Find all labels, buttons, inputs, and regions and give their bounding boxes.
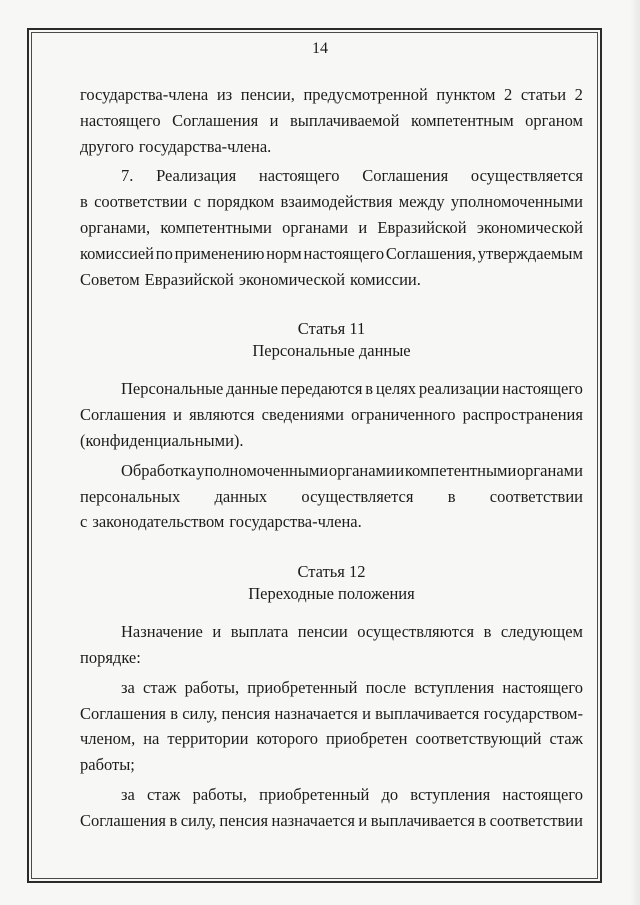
word: в <box>170 703 179 723</box>
word: и <box>395 460 405 480</box>
word: на <box>143 729 160 749</box>
word: уполномоченными <box>450 192 583 212</box>
word: силу, <box>182 703 218 723</box>
text-line <box>80 134 583 160</box>
word: государства-члена. <box>229 512 362 532</box>
word: утверждаемым <box>477 243 583 263</box>
text-line <box>80 376 583 402</box>
word: компетентными <box>160 217 272 237</box>
text-line <box>80 619 583 645</box>
paragraph-gap <box>80 834 583 838</box>
word: работы, <box>192 784 247 804</box>
word: приобретенный <box>247 677 358 697</box>
word: выплата <box>230 622 289 642</box>
word: компетентными <box>404 460 517 480</box>
text-line <box>80 267 583 293</box>
word: органами <box>282 217 349 237</box>
word: пенсия <box>219 810 269 830</box>
article-12-paragraph-3 <box>80 782 583 838</box>
word: порядком <box>207 192 275 212</box>
word: и <box>362 703 371 723</box>
word: выплачивается <box>375 703 480 723</box>
word: и <box>358 810 368 830</box>
word: распространения <box>462 405 583 425</box>
word: за <box>121 677 135 697</box>
word: порядке: <box>80 647 141 667</box>
text-line <box>80 726 583 752</box>
word: до <box>381 784 399 804</box>
word: Соглашения <box>80 810 167 830</box>
word: в <box>169 810 178 830</box>
paragraph-gap <box>80 292 583 296</box>
document-body <box>80 82 583 838</box>
word: 2 <box>574 85 583 104</box>
text-line <box>80 752 583 778</box>
word: Соглашения <box>172 110 259 130</box>
word: стаж <box>146 784 181 804</box>
word: применению <box>174 243 265 263</box>
word: с <box>193 192 201 212</box>
word: вступления <box>410 784 491 804</box>
word: осуществляется <box>470 166 583 186</box>
paragraph-continuation <box>80 82 583 163</box>
word: настоящего <box>258 166 340 186</box>
text-line <box>80 402 583 428</box>
word: Соглашения <box>80 703 167 723</box>
word: Соглашения, <box>385 243 477 263</box>
word: между <box>398 192 445 212</box>
word: настоящего <box>502 784 583 804</box>
article-12-heading <box>80 561 583 605</box>
word: стаж <box>143 677 177 697</box>
text-line <box>80 701 583 727</box>
word: вступления <box>414 677 495 697</box>
word: компетентным <box>411 110 514 130</box>
text-line <box>80 458 583 484</box>
word: 2 <box>504 85 513 104</box>
word: являются <box>189 405 255 425</box>
word: Соглашения <box>362 166 449 186</box>
word: за <box>121 784 135 804</box>
article-11-title: Персональные данные <box>252 341 411 361</box>
scan-edge-shadow <box>630 0 640 905</box>
word: другого <box>80 136 134 156</box>
word: законодательством <box>92 512 225 532</box>
word: экономической <box>476 217 583 237</box>
text-line <box>80 782 583 808</box>
word: норм <box>266 243 302 263</box>
word: после <box>365 677 407 697</box>
article-11-number: Статья 11 <box>297 319 366 339</box>
word: выплачиваемой <box>290 110 400 130</box>
word: сведениями <box>261 405 344 425</box>
article-12-title: Переходные положения <box>248 584 415 604</box>
word: работы, <box>184 677 240 697</box>
word: (конфиденциальными). <box>80 430 244 450</box>
word: стаж <box>549 729 583 749</box>
text-line <box>80 108 583 134</box>
word: осуществляются <box>357 622 475 642</box>
word: настоящего <box>502 379 583 399</box>
word: соответствии <box>489 486 583 506</box>
word: пунктом <box>436 85 496 104</box>
word: пенсии <box>297 622 348 642</box>
word: соответствии <box>489 810 583 830</box>
text-line <box>80 189 583 215</box>
word: данные <box>226 379 278 399</box>
word: 7. <box>121 166 134 186</box>
word: настоящего <box>502 677 583 697</box>
text-line <box>80 215 583 241</box>
text-line <box>80 82 583 108</box>
word: назначается <box>274 703 358 723</box>
word: Евразийской <box>144 269 234 289</box>
word: органами <box>328 460 395 480</box>
word: взаимодействия <box>280 192 393 212</box>
word: в <box>365 379 374 399</box>
paragraph-item-7 <box>80 163 583 296</box>
word: реализации <box>418 379 500 399</box>
text-line <box>80 241 583 267</box>
word: соответствии <box>94 192 188 212</box>
word: уполномоченными <box>196 460 329 480</box>
word: комиссии. <box>350 269 421 289</box>
article-12-paragraph-2 <box>80 675 583 782</box>
word: органом <box>525 110 583 130</box>
word: передаются <box>280 379 363 399</box>
word: комиссией <box>80 243 155 263</box>
article-11-heading <box>80 318 583 362</box>
text-line <box>80 428 583 454</box>
word: Персональные <box>121 379 224 399</box>
word: государства-члена <box>80 85 209 104</box>
word: ограниченного <box>351 405 456 425</box>
word: Назначение <box>121 622 203 642</box>
word: назначается <box>271 810 355 830</box>
word: настоящего <box>80 110 161 130</box>
word: органами <box>516 460 583 480</box>
word: приобретен <box>326 729 408 749</box>
text-line <box>80 675 583 701</box>
word: Советом <box>80 269 140 289</box>
word: целях <box>375 379 417 399</box>
word: осуществляется <box>301 486 414 506</box>
article-12-number: Статья 12 <box>297 562 366 582</box>
article-12-paragraph-1 <box>80 619 583 675</box>
article-11-paragraph-2 <box>80 458 583 539</box>
word: с <box>80 512 88 532</box>
article-11-paragraph-1 <box>80 376 583 457</box>
word: государством- <box>483 703 583 723</box>
word: Реализация <box>156 166 237 186</box>
word: и <box>358 217 368 237</box>
word: в <box>447 486 456 506</box>
text-line <box>80 163 583 189</box>
page-number: 14 <box>312 40 328 57</box>
word: выплачивается <box>370 810 475 830</box>
word: статьи <box>520 85 567 104</box>
word: органами, <box>80 217 151 237</box>
word: приобретенный <box>259 784 370 804</box>
word: и <box>212 622 222 642</box>
word: и <box>173 405 182 425</box>
word: по <box>155 243 173 263</box>
word: силу, <box>180 810 216 830</box>
word: территории <box>167 729 249 749</box>
word: Соглашения <box>80 405 167 425</box>
word: в <box>80 192 88 212</box>
word: пенсии, <box>240 85 295 104</box>
word: предусмотренной <box>303 85 428 104</box>
word: пенсия <box>221 703 271 723</box>
word: соответствующий <box>415 729 542 749</box>
word: данных <box>214 486 268 506</box>
word: государства-члена. <box>138 136 272 156</box>
word: в <box>483 622 492 642</box>
word: которого <box>256 729 318 749</box>
word: из <box>216 85 233 104</box>
text-line <box>80 509 583 535</box>
text-line <box>80 808 583 834</box>
text-line <box>80 645 583 671</box>
word: Евразийской <box>377 217 467 237</box>
word: экономической <box>238 269 346 289</box>
word: Обработка <box>121 460 196 480</box>
word: в <box>478 810 487 830</box>
word: настоящего <box>303 243 385 263</box>
paragraph-gap <box>80 535 583 539</box>
word: следующем <box>500 622 583 642</box>
word: персональных <box>80 486 181 506</box>
text-line <box>80 484 583 510</box>
word: работы; <box>80 755 135 775</box>
word: членом, <box>80 729 136 749</box>
word: и <box>269 110 279 130</box>
